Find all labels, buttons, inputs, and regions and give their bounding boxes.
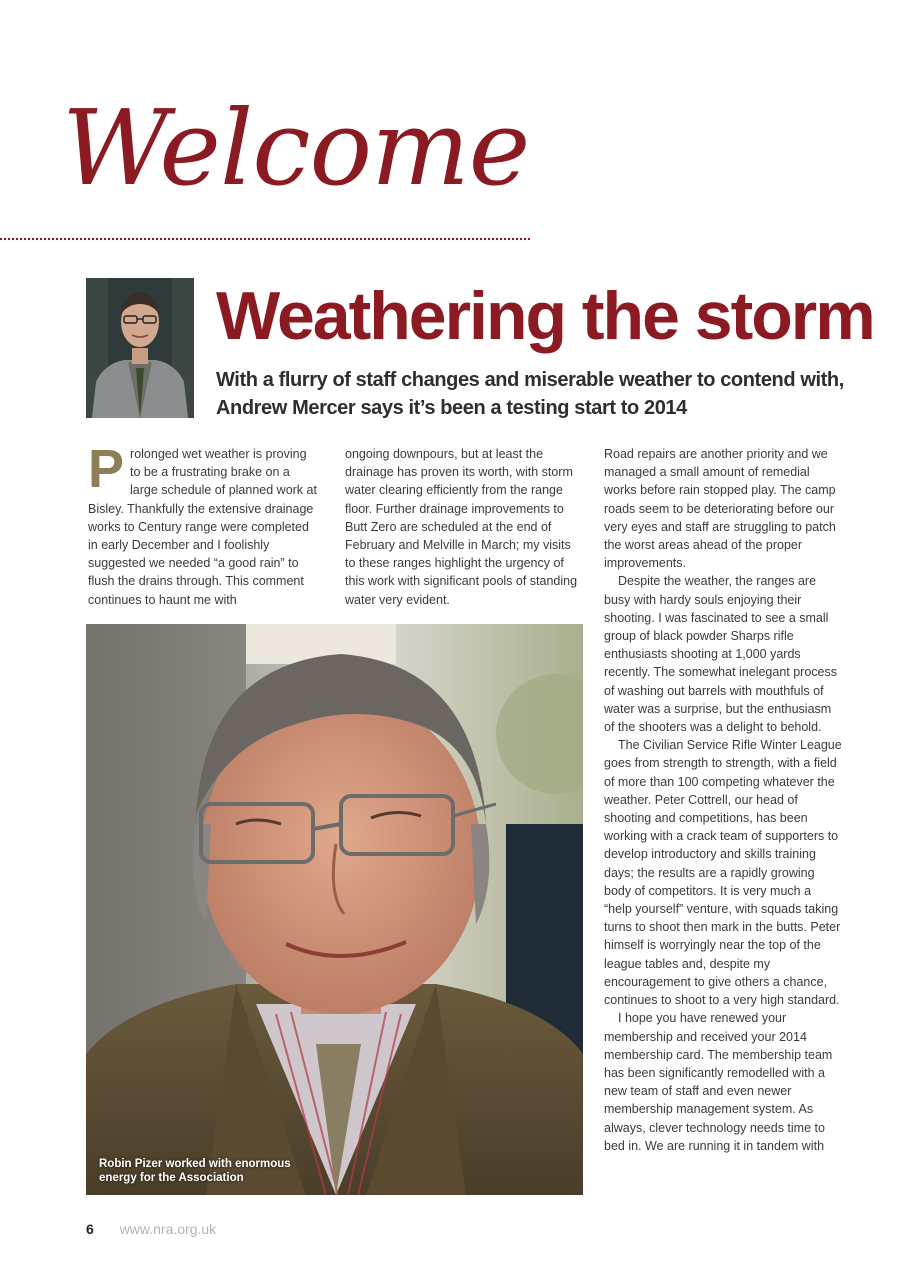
- headline: Weathering the storm: [216, 278, 874, 354]
- photo-caption: Robin Pizer worked with enormous energy for the Association: [99, 1158, 291, 1184]
- feature-photo: [86, 624, 583, 1195]
- standfirst: With a flurry of staff changes and miserable weather to contend with, Andrew Mercer says it’s been a testing start to 2014: [216, 369, 844, 419]
- footer-url: www.nra.org.uk: [119, 1221, 217, 1237]
- page-footer: [86, 1221, 216, 1237]
- author-portrait: [86, 278, 194, 418]
- drop-cap: P: [88, 439, 125, 499]
- paragraph: The Civilian Service Rifle Winter League goes from strength to strength, with a field of more than 100 competing whatever the weather. Peter Cottrell, our head of shooting and competitions, has been working with a crack team of supporters to develop introductory and skills training days; the results are a rapidly growing body of competitors. It is very much a “help yourself” venture, with squads taking turns to shoot then mark in the butts. Peter himself is worryingly near the top of the league tables and, despite my encouragement to give others a chance, continues to shoot to a very high standard.: [604, 738, 842, 1008]
- paragraph: I hope you have renewed your membership and received your 2014 membership card. The membership team has been significantly remodelled with a new team of staff and even newer membership management system. As always, clever technology needs time to bed in. We are running it in tandem with: [604, 1011, 833, 1153]
- paragraph: Road repairs are another priority and we managed a small amount of remedial works before rain stopped play. The camp roads seem to be deteriorating before our very eyes and staff are struggling to patch the worst areas ahead of the proper improvements.: [604, 447, 836, 571]
- section-divider: [0, 238, 530, 240]
- body-column-2: [345, 445, 582, 609]
- body-column-3: [604, 445, 842, 1155]
- page-number: 6: [86, 1221, 94, 1237]
- paragraph: ongoing downpours, but at least the drainage has proven its worth, with storm water clearing efficiently from the range floor. Further drainage improvements to Butt Zero are scheduled at the end of February and Melville in March; my visits to these ranges highlight the urgency of this work with significant pools of standing water very evident.: [345, 447, 578, 607]
- paragraph: rolonged wet weather is proving to be a frustrating brake on a large schedule of planned work at Bisley. Thankfully the extensive drainage works to Century range were completed in early December and I foolishly suggested we needed “a good rain” to flush the drains through. This comment continues to haunt me with: [88, 447, 317, 607]
- section-title: Welcome: [62, 87, 530, 209]
- body-column-1: [88, 439, 320, 609]
- paragraph: Despite the weather, the ranges are busy with hardy souls enjoying their shooting. I was fascinated to see a small group of black powder Sharps rifle enthusiasts shooting at 1,000 yards recently. The somewhat inelegant process of washing out barrels with mouthfuls of water was a surprise, but the enthusiasm of the shooters was a delight to behold.: [604, 574, 837, 735]
